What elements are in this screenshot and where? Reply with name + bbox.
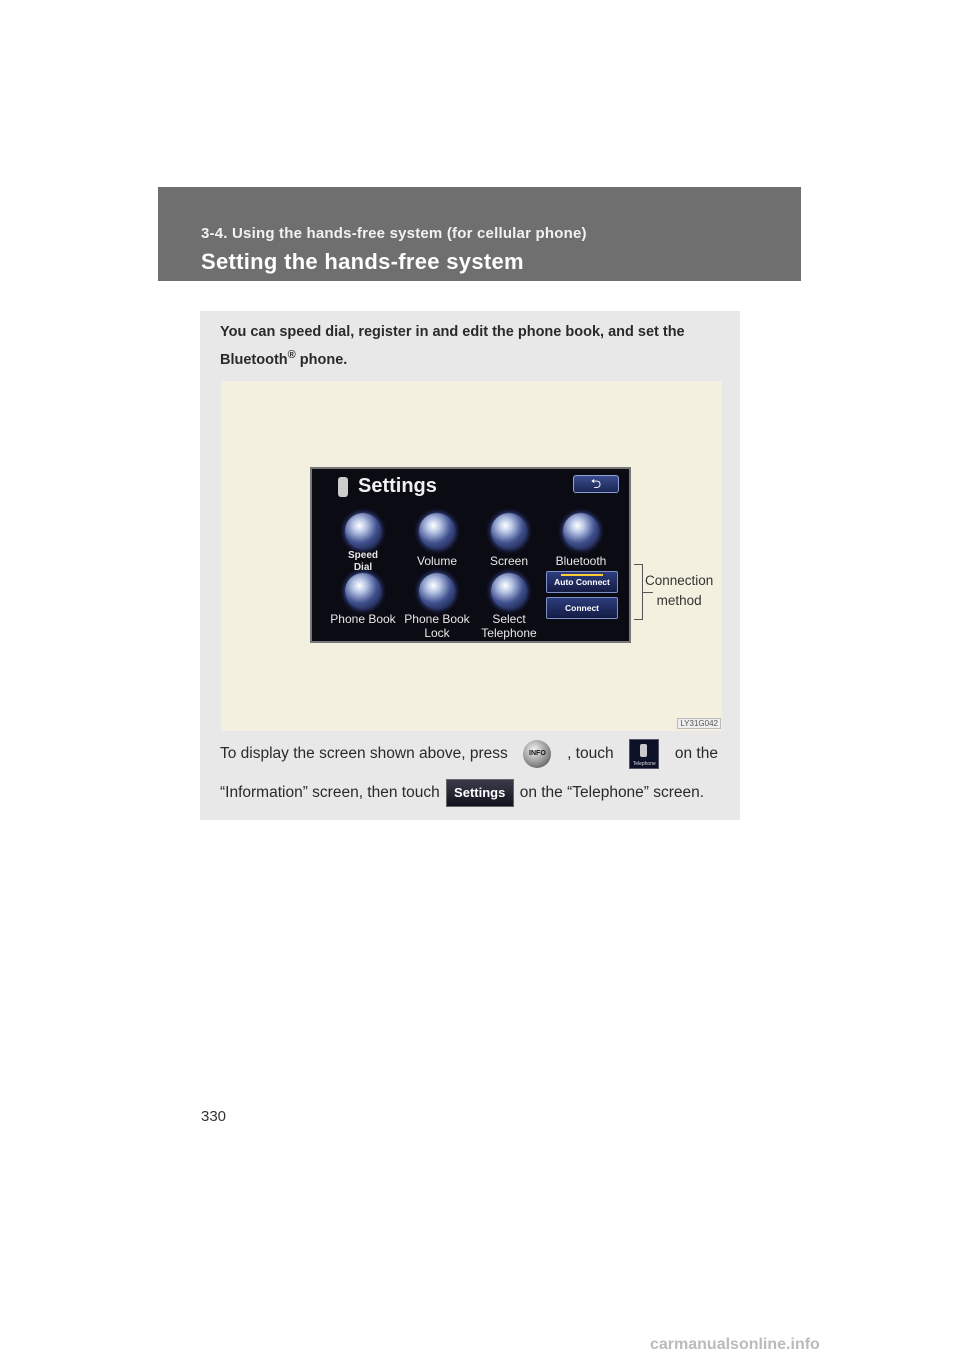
figure-code: LY31G042 <box>677 718 721 729</box>
speaker-icon <box>419 513 455 549</box>
settings-button-icon: Settings <box>446 779 514 807</box>
book-icon <box>345 573 381 609</box>
instruction-text: on the <box>674 745 718 762</box>
back-button[interactable]: ⮌ <box>573 475 619 493</box>
telephone-button-icon <box>629 739 659 769</box>
page-number: 330 <box>201 1108 227 1125</box>
page-heading: Setting the hands-free system <box>201 249 524 274</box>
callout-line: method <box>656 593 702 608</box>
watermark: carmanualsonline.info <box>650 1336 820 1353</box>
registered-mark: ® <box>287 349 296 361</box>
select-telephone-button[interactable] <box>474 573 544 639</box>
bluetooth-button[interactable] <box>546 513 616 567</box>
intro-before: You can speed dial, register in and edit the phone book, and set the Bluetooth <box>220 324 685 368</box>
tile-label: Telephone <box>481 626 537 640</box>
connection-method-callout <box>645 571 713 611</box>
instruction-text: To display the screen shown above, press <box>220 745 508 762</box>
tile-label: Screen <box>489 554 529 568</box>
instruction-text: on the “Telephone” screen. <box>519 784 705 801</box>
screen-button[interactable] <box>474 513 544 567</box>
phone-icon <box>640 744 647 757</box>
callout-bracket <box>634 564 643 620</box>
tile-label: Select <box>492 612 526 626</box>
tile-label: Speed <box>347 550 378 561</box>
instruction-text: , touch <box>567 745 614 762</box>
tile-label: Phone Book <box>404 612 470 626</box>
volume-button[interactable] <box>402 513 472 567</box>
cellphone-icon <box>491 573 527 609</box>
settings-screen <box>310 467 631 643</box>
tile-label: Volume <box>416 554 458 568</box>
connect-label: Connect <box>565 603 599 613</box>
header-band <box>158 187 801 281</box>
tile-label: Phone Book <box>330 612 396 626</box>
info-box <box>200 311 740 820</box>
active-indicator <box>561 574 603 576</box>
intro-after: phone. <box>295 351 348 368</box>
bluetooth-phone-icon <box>563 513 599 549</box>
auto-connect-button[interactable] <box>546 571 618 593</box>
screen-title: Settings <box>358 475 437 497</box>
instruction-line <box>220 777 718 809</box>
auto-connect-label: Auto Connect <box>554 577 610 587</box>
phone-book-button[interactable] <box>328 573 398 625</box>
settings-figure <box>221 381 722 731</box>
intro-text <box>220 321 720 372</box>
connect-button[interactable] <box>546 597 618 619</box>
info-button-icon: INFO <box>523 740 551 768</box>
section-label: 3-4. Using the hands-free system (for cellular phone) <box>201 225 587 242</box>
callout-line: Connection <box>645 573 714 588</box>
tile-label: Dial <box>353 562 373 573</box>
tile-label: Lock <box>424 626 450 640</box>
speed-dial-icon <box>345 513 381 549</box>
screen-icon <box>491 513 527 549</box>
instruction-text: “Information” screen, then touch <box>220 784 440 801</box>
lock-icon <box>419 573 455 609</box>
phone-book-lock-button[interactable] <box>402 573 472 639</box>
speed-dial-button[interactable] <box>328 513 398 573</box>
instructions <box>220 741 718 809</box>
telephone-icon-label: Telephone <box>632 761 656 767</box>
tile-label: Bluetooth <box>555 554 607 568</box>
phone-icon <box>338 477 348 497</box>
instruction-line <box>220 741 718 767</box>
